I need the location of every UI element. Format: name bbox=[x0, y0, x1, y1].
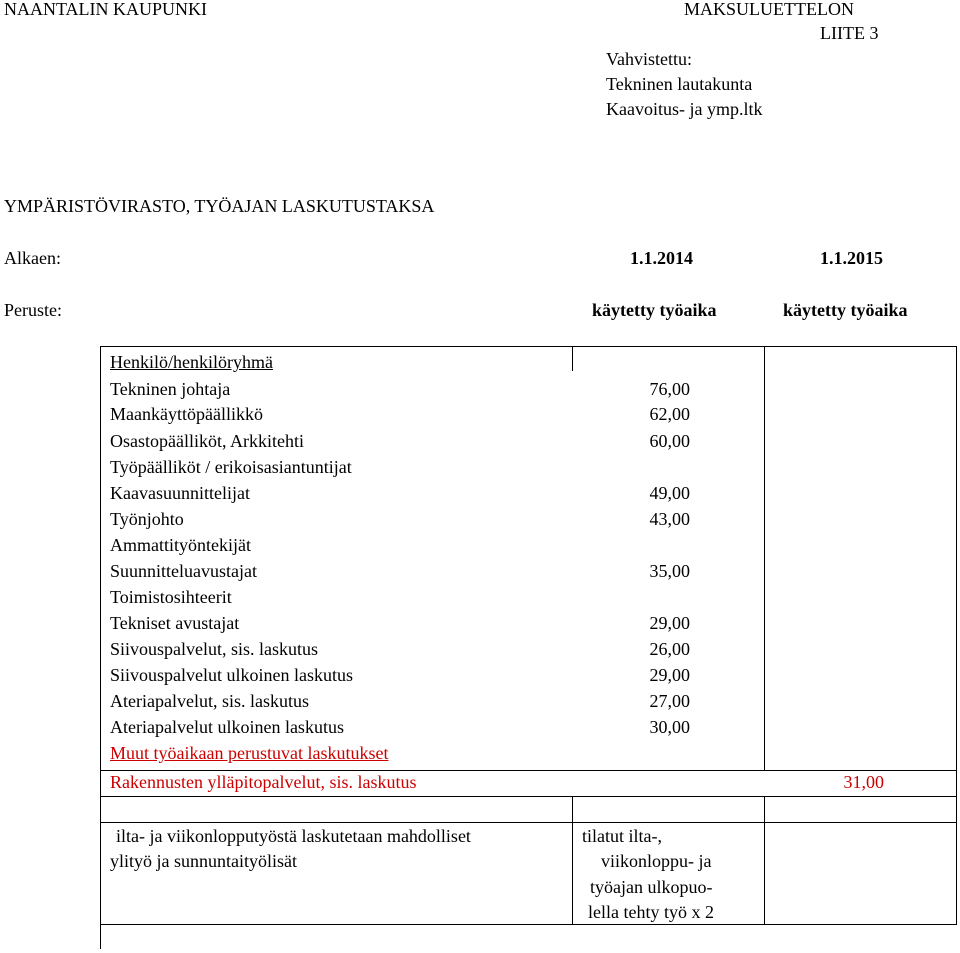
organization-name: NAANTALIN KAUPUNKI bbox=[4, 0, 208, 19]
table-row-label: Osastopäälliköt, Arkkitehti bbox=[110, 431, 304, 451]
maintenance-label: Rakennusten ylläpitopalvelut, sis. laskutus bbox=[110, 772, 417, 792]
maintenance-value: 31,00 bbox=[843, 772, 884, 792]
note-left-line-2: ylityö ja sunnuntaityölisät bbox=[110, 851, 297, 871]
attachment-label: LIITE 3 bbox=[820, 23, 879, 43]
approved-by-1: Tekninen lautakunta bbox=[606, 74, 753, 94]
note-right-line-1: tilatut ilta-, bbox=[582, 826, 662, 846]
table-row-label-2: Suunnitteluavustajat bbox=[110, 561, 257, 581]
table-heading: Henkilö/henkilöryhmä bbox=[110, 352, 273, 372]
approved-label: Vahvistettu: bbox=[606, 49, 692, 69]
basis-label: Peruste: bbox=[4, 300, 62, 320]
start-date-2014: 1.1.2014 bbox=[630, 248, 693, 268]
table-row-value: 43,00 bbox=[649, 509, 690, 529]
table-row-label: Siivouspalvelut, sis. laskutus bbox=[110, 639, 319, 659]
table-row-label: Siivouspalvelut ulkoinen laskutus bbox=[110, 665, 353, 685]
table-row-label-3: Toimistosihteerit bbox=[110, 587, 232, 607]
basis-col-2: käytetty työaika bbox=[783, 300, 908, 320]
table-row-label: Maankäyttöpäällikkö bbox=[110, 404, 263, 424]
table-row-label: Ateriapalvelut ulkoinen laskutus bbox=[110, 717, 344, 737]
start-date-2015: 1.1.2015 bbox=[820, 248, 883, 268]
table-row-value: 29,00 bbox=[649, 613, 690, 633]
note-right-line-4: lella tehty työ x 2 bbox=[588, 902, 714, 922]
table-row-value: 29,00 bbox=[649, 665, 690, 685]
table-row-label: Työnjohto bbox=[110, 509, 184, 529]
table-row-label: Tekninen johtaja bbox=[110, 379, 231, 399]
table-row-label: Ammattityöntekijät bbox=[110, 535, 251, 555]
table-row-value: 26,00 bbox=[649, 639, 690, 659]
table-row-value: 30,00 bbox=[649, 717, 690, 737]
table-row-value: 62,00 bbox=[649, 404, 690, 424]
table-row-value: 49,00 bbox=[649, 483, 690, 503]
table-row-label: Tekniset avustajat bbox=[110, 613, 240, 633]
basis-col-1: käytetty työaika bbox=[592, 300, 717, 320]
other-billing-heading: Muut työaikaan perustuvat laskutukset bbox=[110, 743, 389, 763]
document-title: YMPÄRISTÖVIRASTO, TYÖAJAN LASKUTUSTAKSA bbox=[4, 196, 435, 216]
table-row-value: 35,00 bbox=[649, 561, 690, 581]
table-row-label: Ateriapalvelut, sis. laskutus bbox=[110, 691, 309, 711]
table-row-value: 76,00 bbox=[649, 379, 690, 399]
note-left-line-1: ilta- ja viikonlopputyöstä laskutetaan mahdolliset bbox=[116, 826, 471, 846]
document-type: MAKSULUETTELON bbox=[684, 0, 854, 19]
table-row-value: 27,00 bbox=[649, 691, 690, 711]
note-right-line-2: viikonloppu- ja bbox=[601, 851, 712, 871]
table-row-label: Työpäälliköt / erikoisasiantuntijat bbox=[110, 457, 352, 477]
approved-by-2: Kaavoitus- ja ymp.ltk bbox=[606, 99, 763, 119]
table-row-value: 60,00 bbox=[649, 431, 690, 451]
note-right-line-3: työajan ulkopuo- bbox=[590, 877, 713, 897]
start-label: Alkaen: bbox=[4, 248, 61, 268]
table-row-label-2: Kaavasuunnittelijat bbox=[110, 483, 250, 503]
